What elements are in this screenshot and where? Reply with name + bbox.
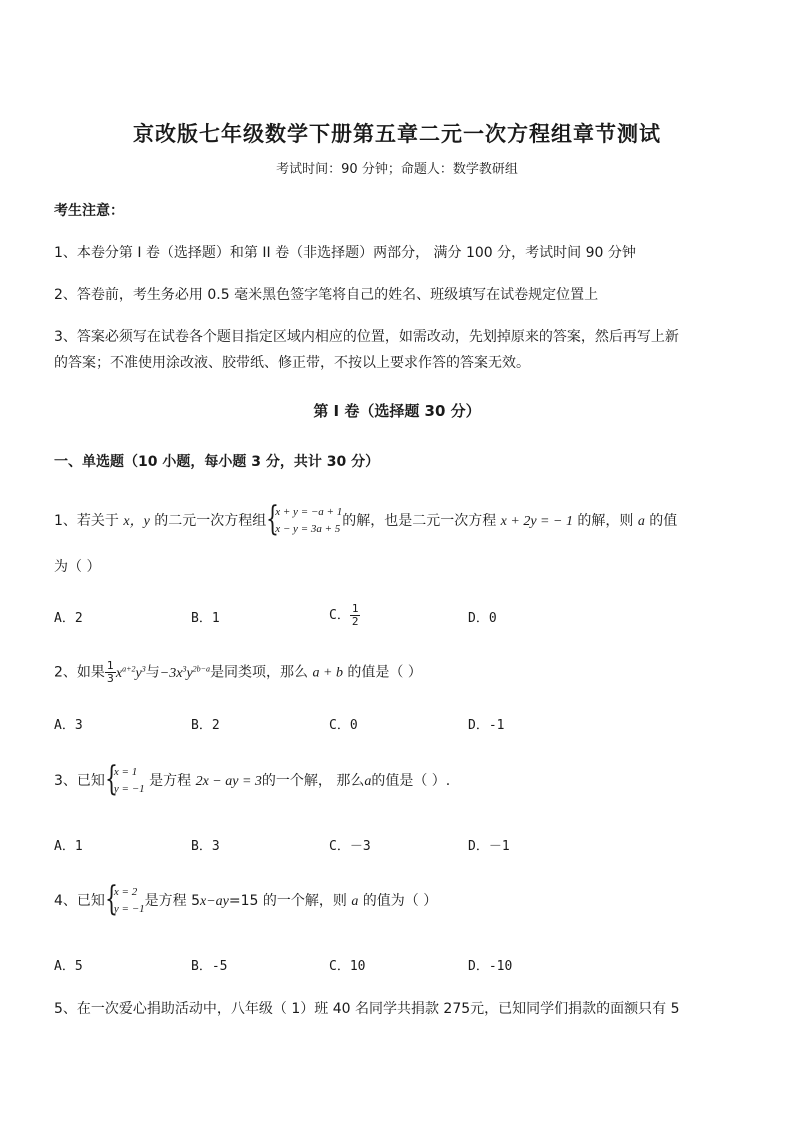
q2-option-d[interactable]: D．-1 (468, 718, 505, 733)
part-title: 一、单选题（10 小题，每小题 3 分，共计 30 分） (54, 454, 380, 470)
q1-option-a[interactable]: A．2 (54, 611, 83, 626)
q4-option-c[interactable]: C．10 (329, 959, 366, 974)
frac-den: 2 (351, 615, 359, 628)
q3-option-d[interactable]: D．－1 (468, 839, 510, 854)
q4-text: 4、已知 (54, 893, 105, 909)
q1-text: 的解，则 (572, 513, 638, 529)
q4-eq2: y = −1 (113, 903, 145, 915)
q1-option-d[interactable]: D．0 (468, 611, 497, 626)
q3-text: 的值是（ ）. (371, 773, 451, 789)
q1-text: 1、若关于 (54, 513, 124, 529)
q3-eq1: x = 1 (113, 766, 138, 778)
term-exp: 3 (182, 663, 187, 673)
q1-line2: 为（ ） (54, 559, 101, 575)
q4-option-a[interactable]: A．5 (54, 959, 83, 974)
brace-icon: { (104, 879, 118, 919)
q2-text: 与 (145, 664, 160, 681)
q4-text: =15 的一个解，则 (228, 893, 352, 909)
q2-option-b[interactable]: B．2 (191, 718, 220, 733)
q4-solution-system (104, 879, 145, 919)
q1-option-c[interactable] (329, 603, 360, 628)
q3-option-a[interactable]: A．1 (54, 839, 83, 854)
term-base: y (186, 665, 193, 681)
q4-text: 是方程 5 (144, 893, 201, 909)
question-3 (54, 759, 451, 799)
q4-eq1: x = 2 (113, 886, 138, 898)
fraction (350, 603, 361, 628)
exam-info: 考试时间：90 分钟；命题人：数学教研组 (276, 162, 518, 177)
q2-text: 的值是（ ） (342, 664, 422, 681)
q3-option-c[interactable]: C．－3 (329, 839, 371, 854)
q2-expr: a + b (312, 665, 343, 681)
q1-option-b[interactable]: B．1 (191, 611, 220, 626)
term-base: −3x (159, 665, 183, 681)
q3-text: 的一个解， 那么 (261, 773, 365, 789)
q3-solution-system (104, 759, 145, 799)
section-title: 第 I 卷（选择题 30 分） (313, 402, 481, 420)
q2-text: 2、如果 (54, 664, 105, 681)
notice-item: 的答案；不准使用涂改液、胶带纸、修正带，不按以上要求作答的答案无效。 (54, 355, 530, 371)
q2-option-a[interactable]: A．3 (54, 718, 83, 733)
brace-icon: { (266, 499, 280, 539)
question-1 (54, 499, 678, 539)
q1-var-a: a (637, 514, 645, 529)
term-base: x (115, 665, 123, 681)
notice-item: 1、本卷分第 I 卷（选择题）和第 II 卷（非选择题）两部分， 满分 100 分，考试时间 90 分钟 (54, 245, 636, 261)
q1-text: 的解，也是二元一次方程 (342, 513, 501, 529)
notice-item: 3、答案必须写在试卷各个题目指定区域内相应的位置，如需改动，先划掉原来的答案，然后再写上新 (54, 329, 679, 345)
q1-eq1: x + y = −a + 1 (275, 506, 343, 518)
q3-text: 是方程 (144, 773, 196, 789)
q3-text: 3、已知 (54, 773, 105, 789)
fraction (105, 660, 116, 685)
term-exp: 3 (141, 663, 146, 673)
q1-eq3: x + 2y = − 1 (500, 514, 573, 529)
frac-num: 1 (351, 602, 359, 615)
q1-vars: x，y (123, 514, 150, 529)
q1-text: 的二元一次方程组 (149, 513, 267, 529)
q1-option-c-label: C． (329, 608, 350, 623)
q1-text: 的值 (644, 513, 678, 529)
frac-den: 3 (106, 672, 114, 685)
q3-option-b[interactable]: B．3 (191, 839, 220, 854)
notice-item: 2、答卷前，考生务必用 0.5 毫米黑色签字笔将自己的姓名、班级填写在试卷规定位置上 (54, 287, 599, 303)
frac-num: 1 (106, 659, 114, 672)
q2-text: 是同类项，那么 (210, 664, 313, 681)
q4-equation: x−ay (200, 894, 229, 909)
brace-icon: { (104, 759, 118, 799)
page-title: 京改版七年级数学下册第五章二元一次方程组章节测试 (133, 122, 661, 146)
term-exp: a+2 (122, 663, 136, 673)
q4-option-d[interactable]: D．-10 (468, 959, 513, 974)
q2-term1 (115, 663, 146, 681)
q1-eq2: x − y = 3a + 5 (275, 523, 341, 535)
term-exp: 2b−a (192, 663, 211, 673)
q3-eq2: y = −1 (113, 783, 145, 795)
q4-var-a: a (351, 894, 359, 909)
notice-heading: 考生注意： (54, 203, 124, 219)
q1-equation-system (266, 499, 343, 539)
term-base: y (135, 665, 142, 681)
q4-option-b[interactable]: B．-5 (191, 959, 228, 974)
q2-term2 (159, 663, 211, 681)
question-4 (54, 879, 438, 919)
question-2 (54, 660, 422, 685)
q4-text: 的值为（ ） (358, 893, 438, 909)
q3-var-a: a (364, 774, 372, 789)
q3-equation: 2x − ay = 3 (195, 774, 262, 789)
question-5: 5、在一次爱心捐助活动中，八年级（ 1）班 40 名同学共捐款 275元，已知同学们捐款的面额只有 5 (54, 1001, 680, 1017)
q2-option-c[interactable]: C．0 (329, 718, 358, 733)
